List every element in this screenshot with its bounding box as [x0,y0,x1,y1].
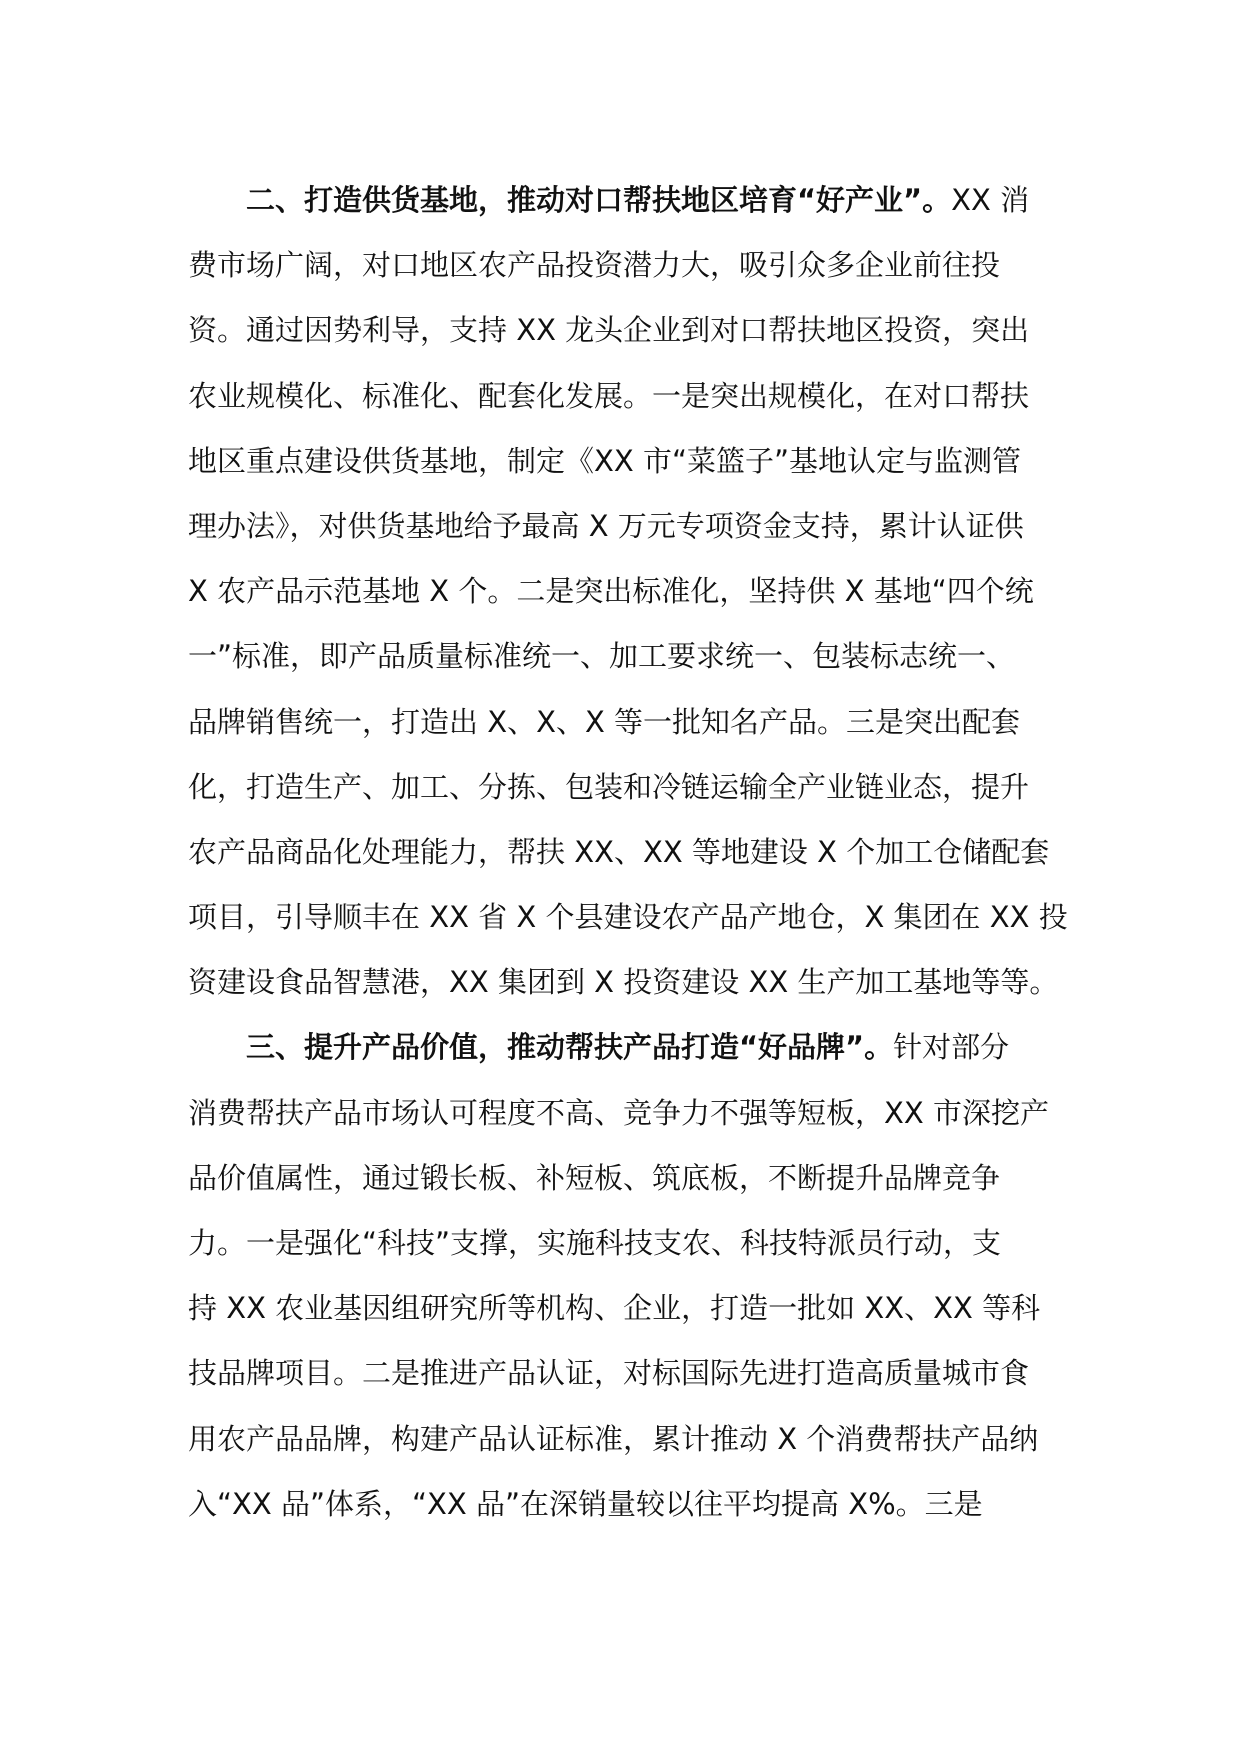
paragraph-line: 费市场广阔，对口地区农产品投资潜力大，吸引众多企业前往投 [188,248,1001,283]
section-3-heading: 三、提升产品价值，推动帮扶产品打造“好品牌”。 [246,1030,894,1065]
paragraph-line: 品牌销售统一，打造出 X、X、X 等一批知名产品。三是突出配套 [188,704,1021,739]
paragraph-line: 入“XX 品”体系，“XX 品”在深销量较以往平均提高 X%。三是 [188,1486,983,1521]
section-3-first-line [188,1015,1068,1080]
paragraph-line: 理办法》，对供货基地给予最高 X 万元专项资金支持，累计认证供 [188,508,1024,543]
paragraph-line: 资。通过因势利导，支持 XX 龙头企业到对口帮扶地区投资，突出 [188,313,1030,348]
paragraph-line: 地区重点建设供货基地，制定《XX 市“菜篮子”基地认定与监测管 [188,443,1022,478]
paragraph-text: XX 消 [951,183,1030,217]
paragraph-line: 一”标准，即产品质量标准统一、加工要求统一、包装标志统一、 [188,639,1016,674]
paragraph-line: 农业规模化、标准化、配套化发展。一是突出规模化，在对口帮扶 [188,378,1030,413]
section-2-first-line [188,168,1068,233]
paragraph-line: 农产品商品化处理能力，帮扶 XX、XX 等地建设 X 个加工仓储配套 [188,834,1050,869]
paragraph-line: 消费帮扶产品市场认可程度不高、竞争力不强等短板，XX 市深挖产 [188,1095,1049,1130]
paragraph-line: X 农产品示范基地 X 个。二是突出标准化，坚持供 X 基地“四个统 [188,574,1034,609]
paragraph-text: 针对部分 [893,1030,1010,1065]
paragraph-line: 技品牌项目。二是推进产品认证，对标国际先进打造高质量城市食 [188,1356,1030,1391]
paragraph-line: 化，打造生产、加工、分拣、包装和冷链运输全产业链业态，提升 [188,769,1030,804]
paragraph-line: 持 XX 农业基因组研究所等机构、企业，打造一批如 XX、XX 等科 [188,1291,1041,1326]
paragraph-line: 品价值属性，通过锻长板、补短板、筑底板，不断提升品牌竞争 [188,1160,1001,1195]
section-2-heading: 二、打造供货基地，推动对口帮扶地区培育“好产业”。 [246,183,952,217]
paragraph-line: 用农产品品牌，构建产品认证标准，累计推动 X 个消费帮扶产品纳 [188,1421,1039,1456]
paragraph-line: 力。一是强化“科技”支撑，实施科技支农、科技特派员行动，支 [188,1226,1002,1260]
paragraph-line: 资建设食品智慧港，XX 集团到 X 投资建设 XX 生产加工基地等等。 [188,965,1059,1000]
paragraph-line: 项目，引导顺丰在 XX 省 X 个县建设农产品产地仓，X 集团在 XX 投 [188,900,1068,935]
body-text [188,168,1068,1537]
